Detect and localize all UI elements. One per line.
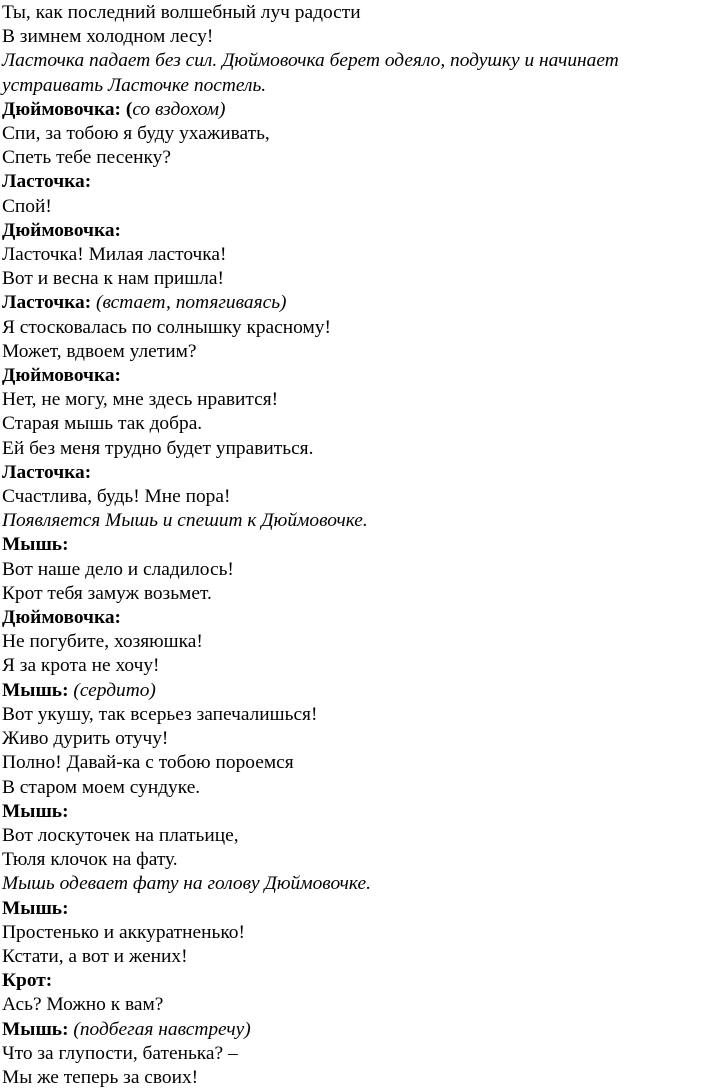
stage-direction: Ласточка падает без сил. Дюймовочка берет одеяло, подушку и начинает (2, 50, 619, 72)
speaker-line (2, 897, 698, 921)
speaker-name: Ласточка: (2, 461, 92, 483)
verse-line: Спи, за тобою я буду ухаживать, (2, 123, 270, 145)
script-document (2, 1, 698, 1090)
speaker-line (2, 969, 698, 993)
verse-line: Ась? Можно к вам? (2, 994, 164, 1016)
speaker-line (2, 364, 698, 388)
speaker-line (2, 170, 698, 194)
verse-line: Кстати, а вот и жених! (2, 945, 188, 967)
speaker-name: Мышь: (2, 679, 74, 701)
speaker-name: Дюймовочка: (2, 365, 121, 387)
verse-line: Счастлива, будь! Мне пора! (2, 486, 231, 508)
speaker-name: Мышь: (2, 800, 69, 822)
verse-line: Вот и весна к нам пришла! (2, 268, 224, 290)
verse-line: Я стосковалась по солнышку красному! (2, 316, 331, 338)
speaker-name: Дюймовочка: (2, 219, 121, 241)
speaker-line (2, 800, 698, 824)
speaker-name: Дюймовочка: (2, 607, 121, 629)
speaker-name: Мышь: (2, 897, 69, 919)
speaker-line (2, 291, 698, 315)
verse-line: Тюля клочок на фату. (2, 849, 178, 871)
verse-line: Полно! Давай-ка с тобою пороемся (2, 752, 294, 774)
speaker-line (2, 461, 698, 485)
verse-line: Старая мышь так добра. (2, 413, 203, 435)
verse-line: Мы же теперь за своих! (2, 1066, 199, 1088)
speaker-name: Ласточка: (2, 292, 97, 314)
speaker-line (2, 606, 698, 630)
verse-line: Ей без меня трудно будет управиться. (2, 437, 314, 459)
verse-line: Спеть тебе песенку? (2, 147, 171, 169)
verse-line: Вот укушу, так всерьез запечалишься! (2, 703, 318, 725)
verse-line: Нет, не могу, мне здесь нравится! (2, 389, 279, 411)
stage-direction: Появляется Мышь и спешит к Дюймовочке. (2, 510, 368, 532)
speaker-line (2, 1018, 698, 1042)
speaker-line (2, 219, 698, 243)
verse-line: Может, вдвоем улетим? (2, 340, 197, 362)
verse-line: Спой! (2, 195, 52, 217)
speaker-name: Крот: (2, 970, 53, 992)
verse-line: Ты, как последний волшебный луч радости (2, 2, 361, 23)
speaker-line (2, 679, 698, 703)
stage-direction: Мышь одевает фату на голову Дюймовочке. (2, 873, 371, 895)
verse-line: Я за крота не хочу! (2, 655, 160, 677)
verse-line: Что за глупости, батенька? – (2, 1042, 238, 1064)
verse-line: Ласточка! Милая ласточка! (2, 244, 227, 266)
verse-line: Живо дурить отучу! (2, 728, 169, 750)
verse-line: Вот лоскуточек на платьице, (2, 824, 239, 846)
stage-direction-note: со вздохом) (132, 98, 226, 120)
stage-direction-note: (подбегая навстречу) (73, 1018, 251, 1040)
speaker-name: Ласточка: (2, 171, 92, 193)
verse-line: Не погубите, хозяюшка! (2, 631, 203, 653)
speaker-line (2, 98, 698, 122)
speaker-line (2, 533, 698, 557)
speaker-name: Мышь: (2, 1018, 74, 1040)
verse-line: В зимнем холодном лесу! (2, 26, 214, 48)
stage-direction-note: (встает, потягиваясь) (96, 292, 287, 314)
verse-line: Крот тебя замуж возьмет. (2, 582, 212, 604)
verse-line: В старом моем сундуке. (2, 776, 201, 798)
verse-line: Вот наше дело и сладилось! (2, 558, 234, 580)
stage-direction: устраивать Ласточке постель. (2, 74, 267, 96)
verse-line: Простенько и аккуратненько! (2, 921, 245, 943)
speaker-name: Дюймовочка: ( (2, 98, 133, 120)
stage-direction-note: (сердито) (73, 679, 156, 701)
speaker-name: Мышь: (2, 534, 69, 556)
